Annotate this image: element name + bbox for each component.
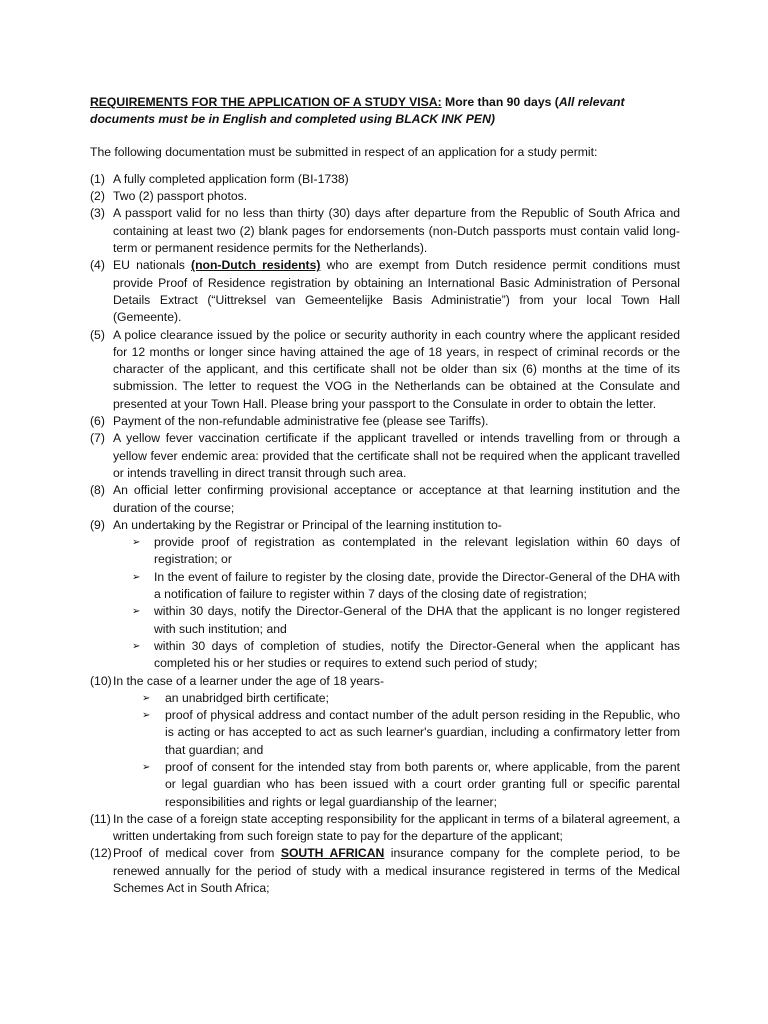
arrow-bullet-icon: ➢ [132, 571, 141, 583]
intro-paragraph: The following documentation must be submitted in respect of an application for a study permit: [90, 144, 598, 159]
arrow-bullet-icon: ➢ [142, 692, 151, 704]
requirement-text: An undertaking by the Registrar or Principal of the learning institution to- [113, 517, 502, 532]
requirement-12 [90, 845, 680, 897]
arrow-bullet-icon: ➢ [132, 537, 141, 549]
arrow-bullet-icon: ➢ [132, 606, 141, 618]
list-item [90, 690, 680, 707]
requirement-1 [90, 171, 680, 188]
bullet-text: proof of consent for the intended stay from both parents or, where applicable, from the parent or legal guardian who has been issued with a court order granting full or specific parental responsibilities and rights or legal guardianship of the learner; [165, 759, 680, 809]
requirement-text: A fully completed application form (BI-1738) [113, 171, 349, 186]
requirement-number: (3) [90, 206, 105, 221]
requirement-number: (10) [90, 673, 112, 688]
title-main: REQUIREMENTS FOR THE APPLICATION OF A STUDY VISA: [90, 95, 442, 109]
requirement-9 [90, 517, 680, 534]
list-item [90, 534, 680, 569]
requirement-11 [90, 811, 680, 846]
requirement-number: (7) [90, 431, 105, 446]
requirement-10 [90, 673, 680, 690]
requirement-number: (1) [90, 171, 105, 186]
title-duration: More than 90 days ( [441, 95, 559, 109]
requirement-number: (2) [90, 189, 105, 204]
requirement-text: A police clearance issued by the police or security authority in each country where the applicant resided for 12 months or longer since having attained the age of 18 years, in respect of criminal records or the character of the applicant, and this certificate shall not be older than six (6) months at the time of its submission. The letter to request the VOG in the Netherlands can be obtained at the Consulate and presented at your Town Hall. Please bring your passport to the Consulate in order to obtain the letter. [113, 327, 680, 411]
requirement-10-bullets [90, 690, 680, 811]
requirement-4 [90, 257, 680, 326]
requirement-number: (6) [90, 414, 105, 429]
requirement-emphasis: SOUTH AFRICAN [280, 846, 385, 861]
requirement-text: A yellow fever vaccination certificate if the applicant travelled or intends travelling from or through a yellow fever endemic area: provided that the certificate shall not be required when the applicant travelled or intends travelling in direct transit through such area. [113, 431, 680, 480]
requirement-5 [90, 327, 680, 413]
requirement-text-continued: insurance company for the complete period, to be renewed annually for the period of study with a medical insurance registered in terms of the Medical Schemes Act in South Africa; [113, 846, 680, 896]
requirement-text: In the case of a learner under the age of 18 years- [113, 673, 385, 688]
requirement-number: (11) [90, 811, 111, 826]
requirement-number: (9) [90, 517, 105, 532]
requirement-text: Payment of the non-refundable administrative fee (please see Tariffs). [113, 414, 489, 429]
requirement-3 [90, 205, 680, 257]
requirement-text-continued: who are exempt from Dutch residence permit conditions must provide Proof of Residence registration by obtaining an International Basic Administration of Personal Details Extract (“Uittreksel van Gemeentelijke Basis Administratie”) from your local Town Hall (Gemeente). [113, 258, 680, 325]
requirement-7 [90, 430, 680, 482]
requirement-number: (12) [90, 846, 112, 861]
bullet-text: within 30 days of completion of studies, notify the Director-General when the applicant has completed his or her studies or requires to extend such period of study; [154, 638, 680, 671]
requirement-emphasis: (non-Dutch residents) [191, 258, 321, 273]
title-note: All relevant documents must be in English and completed using BLACK INK PEN) [90, 95, 625, 127]
requirement-6 [90, 413, 680, 430]
bullet-text: an unabridged birth certificate; [165, 690, 329, 705]
requirement-text: EU nationals [113, 258, 192, 273]
list-item [90, 603, 680, 638]
requirement-number: (4) [90, 258, 105, 273]
requirement-number: (5) [90, 327, 105, 342]
arrow-bullet-icon: ➢ [142, 710, 151, 722]
bullet-text: within 30 days, notify the Director-General of the DHA that the applicant is no longer registered with such institution; and [154, 604, 680, 636]
requirement-text: Two (2) passport photos. [113, 189, 248, 204]
document-title [90, 94, 680, 129]
list-item [90, 569, 680, 604]
requirement-2 [90, 188, 680, 205]
list-item [90, 759, 680, 811]
requirement-8 [90, 482, 680, 517]
requirement-text: In the case of a foreign state accepting responsibility for the applicant in terms of a bilateral agreement, a written undertaking from such foreign state to pay for the departure of the applicant; [113, 811, 680, 844]
bullet-text: proof of physical address and contact number of the adult person residing in the Republic, who is acting or has accepted to act as such learner's guardian, including a confirmatory letter from that guardian; and [165, 708, 680, 757]
list-item [90, 638, 680, 673]
arrow-bullet-icon: ➢ [142, 761, 151, 773]
requirement-9-bullets [90, 534, 680, 672]
requirement-text: Proof of medical cover from [113, 846, 281, 861]
requirement-number: (8) [90, 483, 105, 498]
bullet-text: provide proof of registration as contemplated in the relevant legislation within 60 days of registration; or [154, 535, 680, 567]
list-item [90, 707, 680, 759]
requirement-text: A passport valid for no less than thirty (30) days after departure from the Republic of South Africa and containing at least two (2) blank pages for endorsements (non-Dutch passports must contain valid long-term or permanent residence permits for the Netherlands). [113, 206, 680, 256]
requirement-text: An official letter confirming provisional acceptance or acceptance at that learning institution and the duration of the course; [113, 483, 680, 515]
arrow-bullet-icon: ➢ [132, 640, 141, 652]
bullet-text: In the event of failure to register by the closing date, provide the Director-General of the DHA with a notification of failure to register within 7 days of the closing date of registration; [154, 569, 680, 602]
